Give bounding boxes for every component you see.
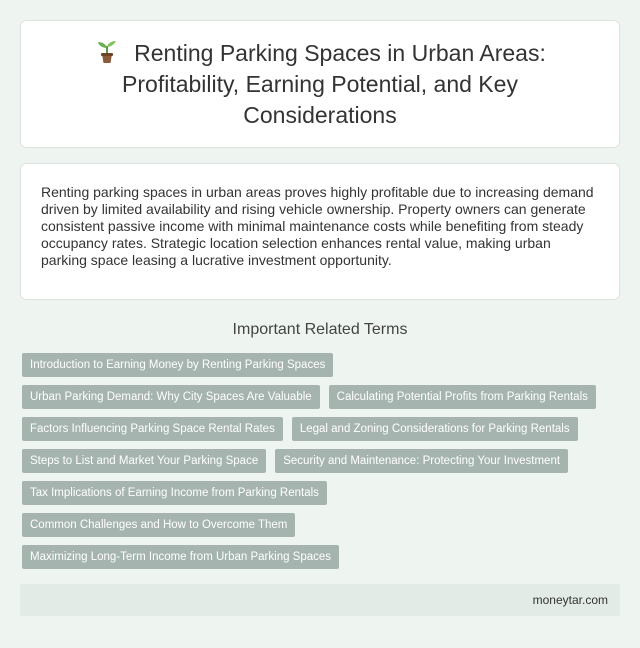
- term-tag-calculating-profits[interactable]: Calculating Potential Profits from Parking Rentals: [329, 385, 596, 409]
- term-tag-security-maintenance[interactable]: Security and Maintenance: Protecting Your Investment: [275, 449, 568, 473]
- title-card: [20, 20, 620, 148]
- term-tag-list-and-market[interactable]: Steps to List and Market Your Parking Space: [22, 449, 266, 473]
- term-row: [22, 449, 622, 473]
- term-tag-urban-demand[interactable]: Urban Parking Demand: Why City Spaces Are Valuable: [22, 385, 320, 409]
- term-tag-long-term-income[interactable]: Maximizing Long-Term Income from Urban Parking Spaces: [22, 545, 339, 569]
- term-tag-common-challenges[interactable]: Common Challenges and How to Overcome Them: [22, 513, 295, 537]
- summary-text: Renting parking spaces in urban areas proves highly profitable due to increasing demand driven by limited availability and rising vehicle ownership. Property owners can generate consistent passive income with minimal maintenance costs while benefiting from steady occupancy rates. Strategic location selection enhances rental value, making urban parking space leasing a lucrative investment opportunity.: [41, 184, 594, 268]
- term-tag-rental-rate-factors[interactable]: Factors Influencing Parking Space Rental Rates: [22, 417, 283, 441]
- term-row: [22, 545, 622, 569]
- footer: [20, 584, 620, 616]
- summary-card: [20, 163, 620, 300]
- sprout-icon: [94, 39, 120, 65]
- page-title: [61, 38, 579, 131]
- term-tag-introduction[interactable]: Introduction to Earning Money by Renting Parking Spaces: [22, 353, 333, 377]
- term-row: [22, 417, 622, 441]
- term-row: [22, 481, 622, 505]
- related-terms-list: [22, 353, 622, 577]
- term-row: [22, 353, 622, 377]
- related-terms-heading: Important Related Terms: [232, 321, 408, 338]
- page-title-text: Renting Parking Spaces in Urban Areas: Profitability, Earning Potential, and Key Considerations: [122, 39, 546, 128]
- term-row: [22, 513, 622, 537]
- term-tag-legal-zoning[interactable]: Legal and Zoning Considerations for Parking Rentals: [292, 417, 578, 441]
- term-row: [22, 385, 622, 409]
- term-tag-tax-implications[interactable]: Tax Implications of Earning Income from Parking Rentals: [22, 481, 327, 505]
- footer-site-link[interactable]: moneytar.com: [532, 593, 608, 607]
